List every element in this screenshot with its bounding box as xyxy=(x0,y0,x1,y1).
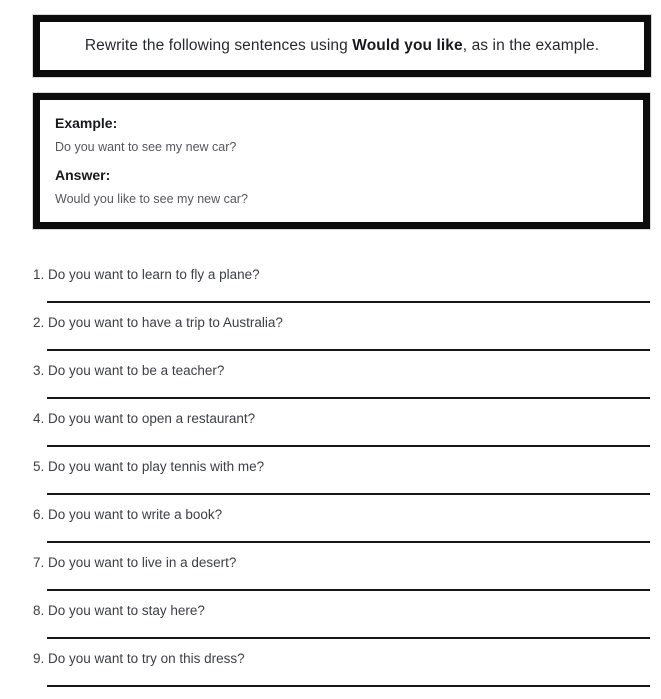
question-sentence: Do you want to play tennis with me? xyxy=(48,459,265,474)
question-text xyxy=(33,555,236,570)
question-number: 5. xyxy=(33,459,45,474)
question-text xyxy=(33,267,260,282)
example-label: Example: xyxy=(55,115,118,131)
question-sentence: Do you want to stay here? xyxy=(48,603,205,618)
question-sentence: Do you want to have a trip to Australia? xyxy=(48,315,283,330)
question-number: 2. xyxy=(33,315,45,330)
answer-label: Answer: xyxy=(55,167,111,183)
question-sentence: Do you want to write a book? xyxy=(48,507,223,522)
question-number: 8. xyxy=(33,603,45,618)
instruction-suffix: , as in the example. xyxy=(462,37,600,54)
question-number: 6. xyxy=(33,507,45,522)
question-item xyxy=(33,411,650,459)
question-sentence: Do you want to try on this dress? xyxy=(48,651,245,666)
instruction-bold-phrase: Would you like xyxy=(352,37,463,54)
question-sentence: Do you want to open a restaurant? xyxy=(48,411,256,426)
answer-blank-line xyxy=(47,349,650,351)
answer-blank-line xyxy=(47,589,650,591)
question-text xyxy=(33,651,245,666)
answer-blank-line xyxy=(47,493,650,495)
question-text xyxy=(33,315,283,330)
question-number: 4. xyxy=(33,411,45,426)
question-sentence: Do you want to live in a desert? xyxy=(48,555,237,570)
question-text xyxy=(33,363,224,378)
question-number: 9. xyxy=(33,651,45,666)
instruction-prefix: Rewrite the following sentences using xyxy=(84,37,353,54)
question-item xyxy=(33,651,650,699)
question-number: 3. xyxy=(33,363,45,378)
question-number: 1. xyxy=(33,267,45,282)
question-item xyxy=(33,315,650,363)
question-text xyxy=(33,459,264,474)
question-sentence: Do you want to be a teacher? xyxy=(48,363,225,378)
question-item xyxy=(33,363,650,411)
question-item xyxy=(33,555,650,603)
example-question: Do you want to see my new car? xyxy=(55,140,237,154)
answer-blank-line xyxy=(47,445,650,447)
question-sentence: Do you want to learn to fly a plane? xyxy=(48,267,260,282)
question-item xyxy=(33,603,650,651)
answer-blank-line xyxy=(47,397,650,399)
answer-blank-line xyxy=(47,685,650,687)
question-item xyxy=(33,507,650,555)
question-number: 7. xyxy=(33,555,45,570)
answer-blank-line xyxy=(47,301,650,303)
question-list xyxy=(33,267,650,699)
answer-text: Would you like to see my new car? xyxy=(55,192,248,206)
question-text xyxy=(33,507,222,522)
answer-blank-line xyxy=(47,637,650,639)
question-item xyxy=(33,459,650,507)
question-text xyxy=(33,603,205,618)
instruction-box xyxy=(33,15,651,77)
question-text xyxy=(33,411,255,426)
question-item xyxy=(33,267,650,315)
answer-blank-line xyxy=(47,541,650,543)
instruction-text xyxy=(85,37,599,55)
example-box xyxy=(33,93,650,229)
